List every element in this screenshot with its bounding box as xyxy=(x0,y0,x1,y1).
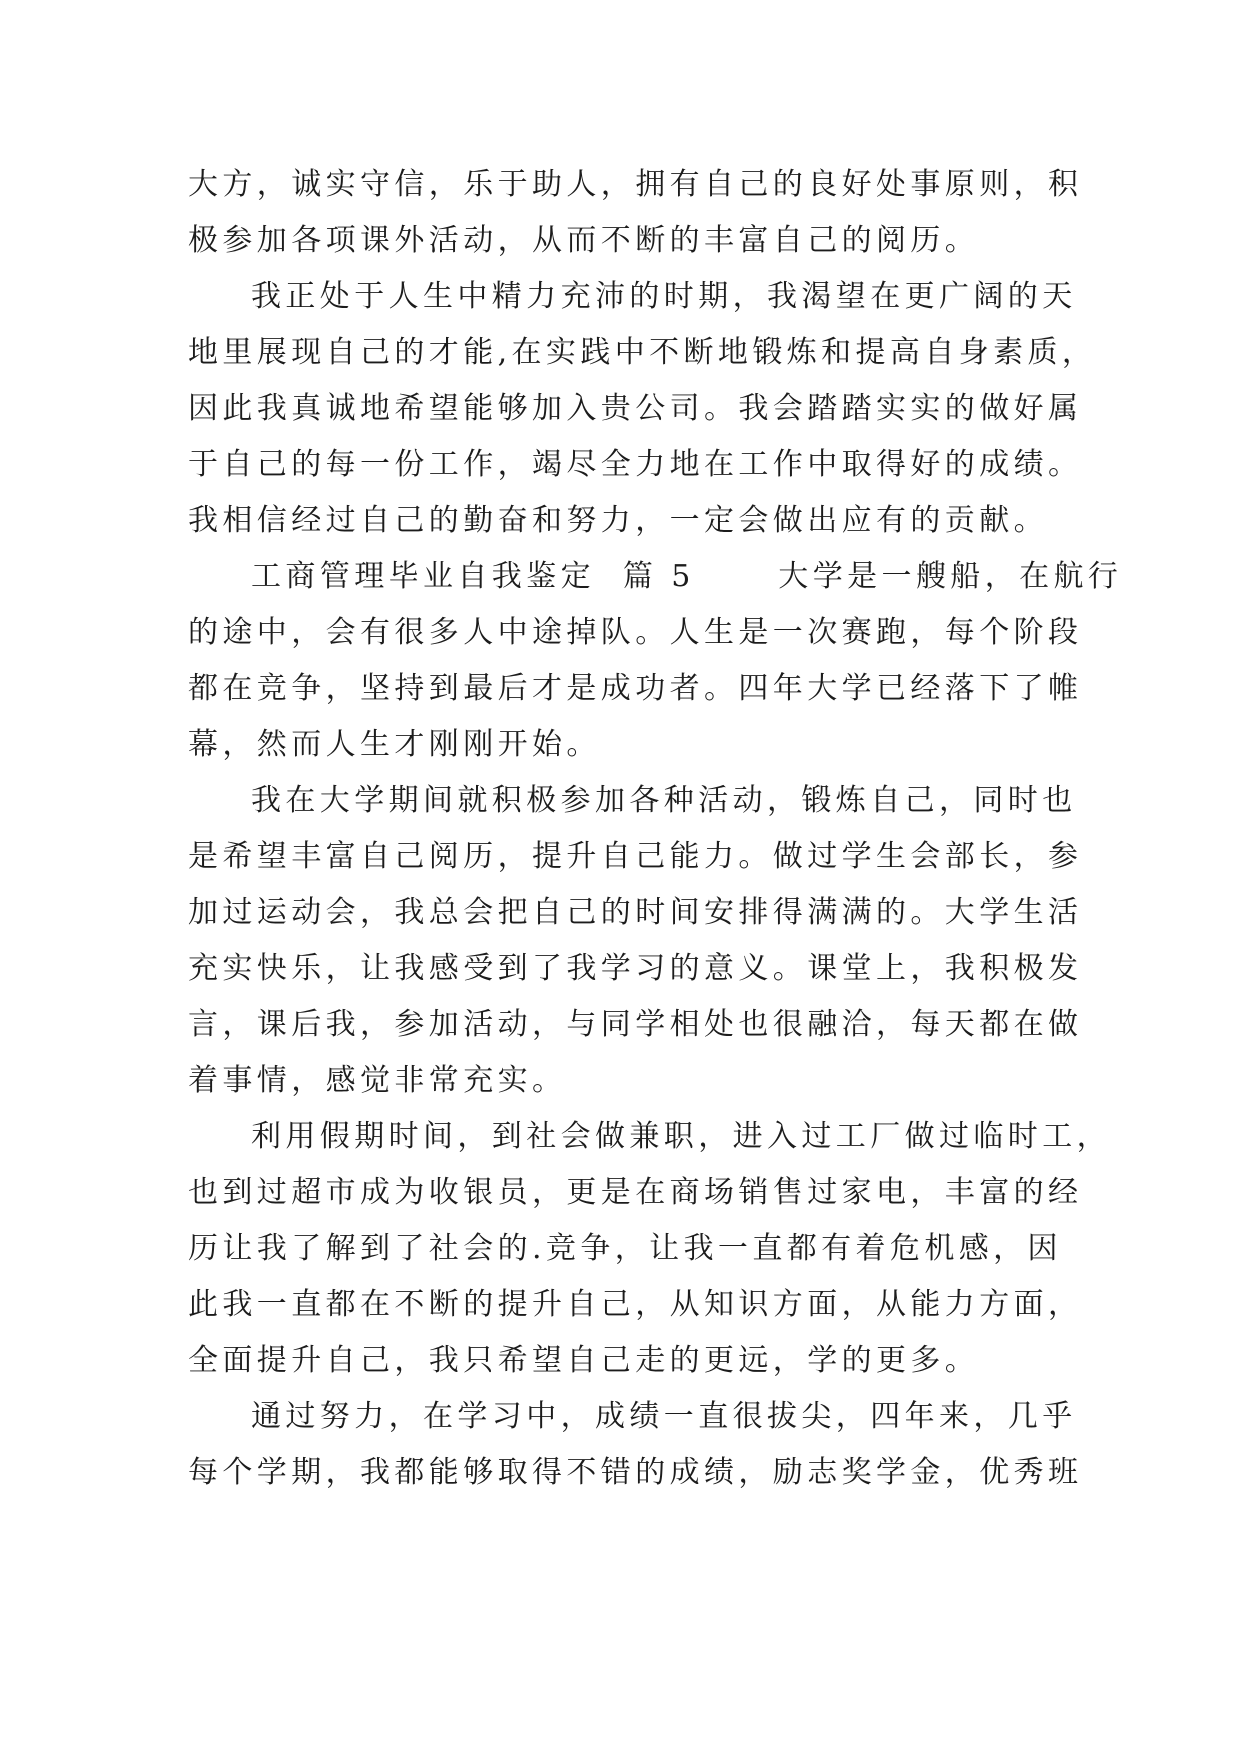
paragraph-first-line: 我正处于人生中精力充沛的时期，我渴望在更广阔的天 xyxy=(251,279,1077,314)
text-line: 也到过超市成为收银员，更是在商场销售过家电，丰富的经 xyxy=(188,1175,1083,1210)
text-line: 历让我了解到了社会的.竞争，让我一直都有着危机感，因 xyxy=(188,1231,1062,1266)
text-line: 是希望丰富自己阅历，提升自己能力。做过学生会部长，参 xyxy=(188,839,1083,874)
text-line: 因此我真诚地希望能够加入贵公司。我会踏踏实实的做好属 xyxy=(188,391,1083,426)
section-heading-line: 工商管理毕业自我鉴定 篇 5 大学是一艘船，在航行 xyxy=(251,559,1123,594)
text-line: 充实快乐，让我感受到了我学习的意义。课堂上，我积极发 xyxy=(188,951,1083,986)
text-line: 的途中，会有很多人中途掉队。人生是一次赛跑，每个阶段 xyxy=(188,615,1083,650)
paragraph-first-line: 利用假期时间，到社会做兼职，进入过工厂做过临时工， xyxy=(251,1119,1111,1154)
text-line: 都在竞争，坚持到最后才是成功者。四年大学已经落下了帷 xyxy=(188,671,1083,706)
paragraph-first-line: 通过努力，在学习中，成绩一直很拔尖，四年来，几乎 xyxy=(251,1399,1077,1434)
text-line: 大方，诚实守信，乐于助人，拥有自己的良好处事原则，积 xyxy=(188,167,1083,202)
text-line: 地里展现自己的才能,在实践中不断地锻炼和提高自身素质， xyxy=(188,335,1097,370)
text-line: 极参加各项课外活动，从而不断的丰富自己的阅历。 xyxy=(188,223,980,258)
paragraph-first-line: 我在大学期间就积极参加各种活动，锻炼自己，同时也 xyxy=(251,783,1077,818)
text-line: 着事情，感觉非常充实。 xyxy=(188,1063,567,1098)
text-line: 于自己的每一份工作，竭尽全力地在工作中取得好的成绩。 xyxy=(188,447,1083,482)
text-line: 我相信经过自己的勤奋和努力，一定会做出应有的贡献。 xyxy=(188,503,1048,538)
text-line: 全面提升自己，我只希望自己走的更远，学的更多。 xyxy=(188,1343,980,1378)
text-line: 加过运动会，我总会把自己的时间安排得满满的。大学生活 xyxy=(188,895,1083,930)
text-line: 言，课后我，参加活动，与同学相处也很融洽，每天都在做 xyxy=(188,1007,1083,1042)
text-line: 此我一直都在不断的提升自己，从知识方面，从能力方面， xyxy=(188,1287,1083,1322)
text-line: 幕，然而人生才刚刚开始。 xyxy=(188,727,601,762)
text-line: 每个学期，我都能够取得不错的成绩，励志奖学金，优秀班 xyxy=(188,1455,1083,1490)
